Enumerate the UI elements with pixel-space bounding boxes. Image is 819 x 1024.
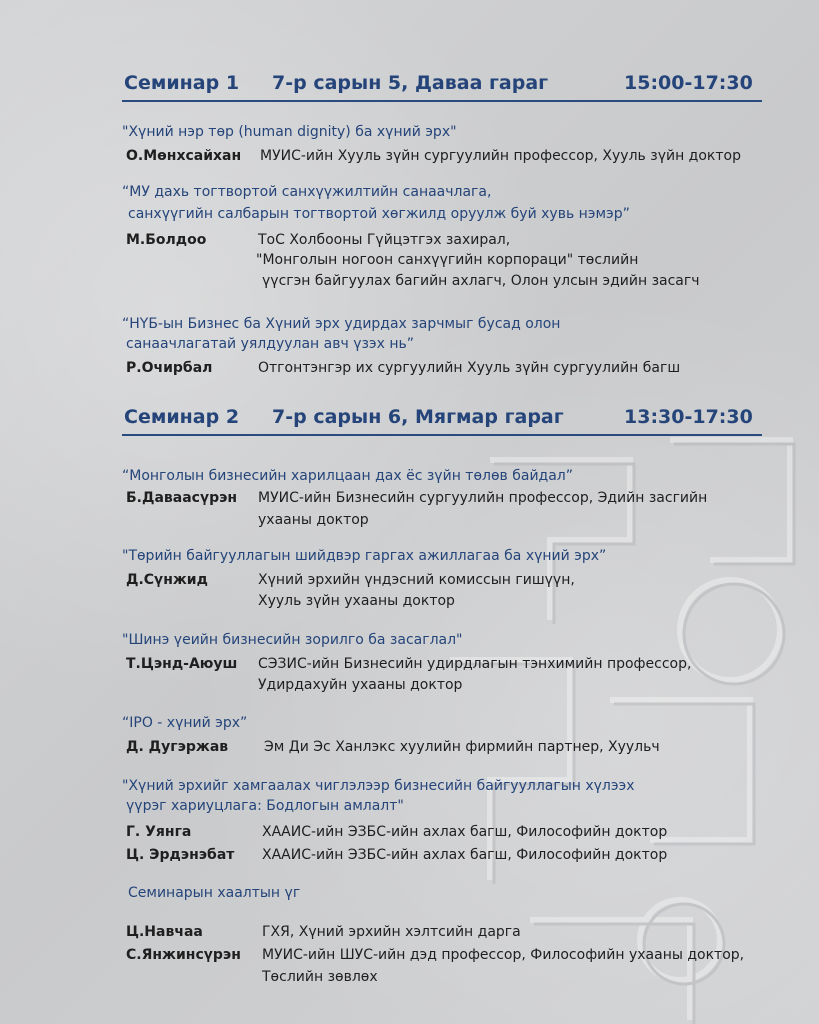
closing-remarks-heading: Семинарын хаалтын үг (128, 885, 301, 901)
speaker-desc: МУИС-ийн ШУС-ийн дэд профессор, Философийн ухааны доктор, (262, 947, 745, 963)
seminar-2-time: 13:30-17:30 (624, 406, 753, 428)
talk-topic: "Хүний эрхийг хамгаалах чиглэлээр бизнесийн байгууллагын хүлээх (122, 778, 635, 794)
seminar-1-title: Семинар 1 (124, 72, 240, 94)
speaker-name: М.Болдоо (126, 232, 207, 248)
talk-topic: санхүүгийн салбарын тогтвортой хөгжилд оруулж буй хувь нэмэр” (128, 206, 630, 222)
speaker-name: С.Янжинсүрэн (126, 947, 241, 963)
seminar-1-header (122, 70, 762, 102)
talk-topic: “НҮБ-ын Бизнес ба Хүний эрх удирдах зарчмыг бусад олон (122, 316, 561, 332)
speaker-name: Ц. Эрдэнэбат (126, 847, 235, 863)
speaker-name: Р.Очирбал (126, 360, 213, 376)
talk-topic: санаачлагатай уялдуулан авч үзэх нь” (126, 336, 414, 352)
speaker-desc: Төслийн зөвлөх (262, 969, 378, 985)
speaker-name: Ц.Навчаа (126, 924, 203, 940)
speaker-desc: ХААИС-ийн ЭЗБС-ийн ахлах багш, Философийн доктор (262, 847, 668, 863)
talk-topic: "Төрийн байгууллагын шийдвэр гаргах ажиллагаа ба хүний эрх” (122, 548, 607, 564)
talk-topic: үүрэг хариуцлага: Бодлогын амлалт" (126, 798, 404, 814)
talk-topic: “Монголын бизнесийн харилцаан дах ёс зүйн төлөв байдал” (122, 468, 574, 484)
speaker-name: Д. Дугэржав (126, 739, 229, 755)
speaker-desc: "Монголын ногоон санхүүгийн корпораци" төслийн (256, 252, 639, 268)
speaker-desc: Отгонтэнгэр их сургуулийн Хууль зүйн сургуулийн багш (258, 360, 681, 376)
speaker-desc: ГХЯ, Хүний эрхийн хэлтсийн дарга (262, 924, 521, 940)
seminar-2-date: 7-р сарын 6, Мягмар гараг (272, 406, 564, 428)
speaker-name: Т.Цэнд-Аюуш (126, 656, 238, 672)
speaker-name: Д.Сүнжид (126, 572, 208, 588)
speaker-name: О.Мөнхсайхан (126, 148, 242, 164)
talk-topic: “IPO - хүний эрх” (122, 715, 248, 731)
speaker-desc: Хүний эрхийн үндэсний комиссын гишүүн, (258, 572, 575, 588)
talk-topic: "Хүний нэр төр (human dignity) ба хүний эрх" (122, 124, 457, 140)
talk-topic: “МУ дахь тогтвортой санхүүжилтийн санаачлага, (122, 184, 492, 200)
seminar-2-title: Семинар 2 (124, 406, 240, 428)
speaker-desc: СЭЗИС-ийн Бизнесийн удирдлагын тэнхимийн профессор, (258, 656, 692, 672)
speaker-name: Б.Даваасүрэн (126, 490, 238, 506)
speaker-desc: ТоС Холбооны Гүйцэтгэх захирал, (258, 232, 511, 248)
seminar-2-header (122, 404, 762, 436)
speaker-desc: ХААИС-ийн ЭЗБС-ийн ахлах багш, Философийн доктор (262, 824, 668, 840)
speaker-desc: МУИС-ийн Бизнесийн сургуулийн профессор, Эдийн засгийн (258, 490, 708, 506)
speaker-desc: Хууль зүйн ухааны доктор (258, 593, 455, 609)
speaker-desc: Удирдахуйн ухааны доктор (258, 677, 463, 693)
speaker-name: Г. Уянга (126, 824, 192, 840)
seminar-1-time: 15:00-17:30 (624, 72, 753, 94)
talk-topic: "Шинэ үеийн бизнесийн зорилго ба засаглал" (122, 632, 463, 648)
speaker-desc: Эм Ди Эс Ханлэкс хуулийн фирмийн партнер, Хуульч (264, 739, 660, 755)
speaker-desc: ухааны доктор (258, 512, 369, 528)
seminar-1-date: 7-р сарын 5, Даваа гараг (272, 72, 549, 94)
speaker-desc: үүсгэн байгуулах багийн ахлагч, Олон улсын эдийн засагч (262, 273, 700, 289)
speaker-desc: МУИС-ийн Хууль зүйн сургуулийн профессор, Хууль зүйн доктор (260, 148, 741, 164)
